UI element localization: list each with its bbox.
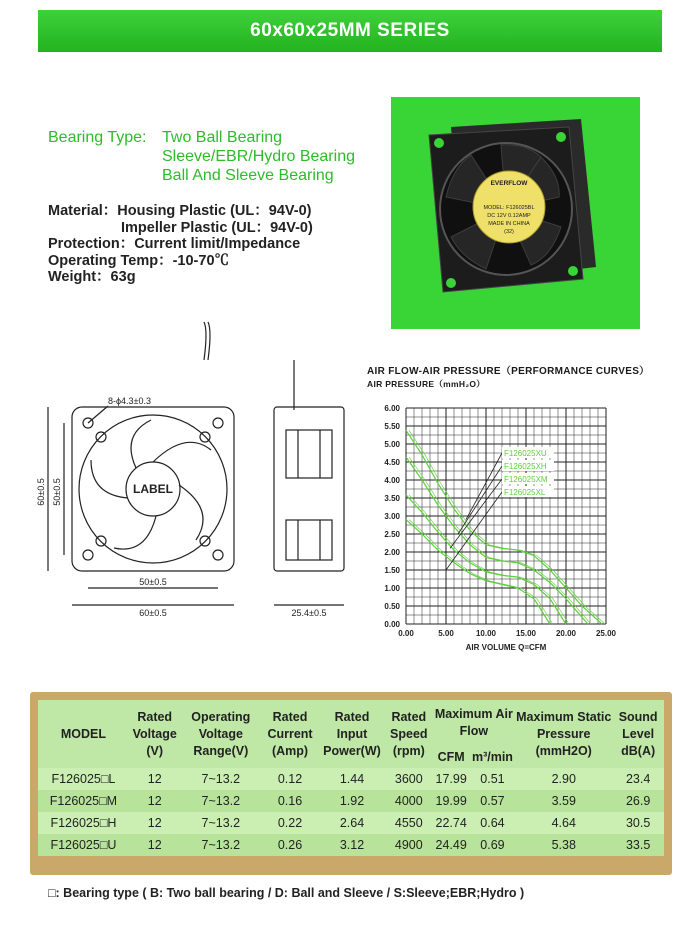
height-outer-dim: 60±0.5 (36, 478, 46, 506)
table-cell: 12 (129, 812, 181, 834)
legend-pointer (458, 466, 502, 534)
table-cell: 4000 (385, 790, 433, 812)
table-cell: 0.57 (470, 790, 515, 812)
x-tick-label: 10.00 (475, 629, 497, 638)
table-cell: 0.16 (261, 790, 319, 812)
y-tick-label: 5.00 (384, 440, 400, 449)
table-cell: 4.64 (515, 812, 612, 834)
bearing-types (48, 128, 355, 185)
table-row (38, 768, 664, 790)
table-cell: 23.4 (612, 768, 664, 790)
fan-label-rating: DC 12V 0.12AMP (487, 213, 531, 219)
series-line (409, 520, 553, 624)
fan-label-model: MODEL: F126025BL (483, 205, 535, 211)
property-material: Material：Housing Plastic (UL：94V-0) (48, 203, 312, 219)
x-axis-label: AIR VOLUME Q=CFM (465, 643, 547, 652)
chart-title: AIR FLOW-AIR PRESSURE（PERFORMANCE CURVES） (367, 366, 650, 377)
legend-entry: F126025XH (504, 462, 547, 471)
table-cell: 12 (129, 768, 181, 790)
width-inner-dim: 50±0.5 (139, 577, 167, 587)
bearing-type-1: Two Ball Bearing (162, 129, 283, 146)
table-cell: F126025□L (38, 768, 129, 790)
series-line (406, 430, 602, 624)
header-model: MODEL (60, 726, 107, 741)
table-cell: 0.22 (261, 812, 319, 834)
table-cell: 19.99 (433, 790, 470, 812)
legend-entry: F126025XU (504, 449, 547, 458)
bearing-note: □: Bearing type ( B: Two ball bearing / D: Ball and Sleeve / S:Sleeve;EBR;Hydro ) (48, 886, 525, 900)
table-cell: 12 (129, 790, 181, 812)
table-cell: F126025□U (38, 834, 129, 856)
header-power: Rated Input Power(W) (323, 709, 381, 758)
depth-dim: 25.4±0.5 (291, 608, 327, 618)
table-cell: 3.59 (515, 790, 612, 812)
property-weight: Weight：63g (48, 269, 136, 285)
property-protection: Protection：Current limit/Impedance (48, 236, 301, 252)
table-cell: 7~13.2 (181, 812, 262, 834)
property-impeller: Impeller Plastic (UL：94V-0) (121, 219, 313, 236)
series-line (409, 430, 605, 624)
dimension-drawing (36, 320, 376, 630)
header-cfm: CFM (437, 749, 465, 764)
table-cell: 0.51 (470, 768, 515, 790)
table-cell: 3600 (385, 768, 433, 790)
y-tick-label: 1.50 (384, 566, 400, 575)
y-tick-label: 6.00 (384, 404, 400, 413)
width-outer-dim: 60±0.5 (139, 608, 167, 618)
table-cell: 0.26 (261, 834, 319, 856)
y-tick-label: 4.50 (384, 458, 400, 467)
spec-table-frame (30, 692, 672, 875)
chart-plot (362, 360, 662, 660)
header-current: Rated Current (Amp) (267, 709, 313, 758)
hole-dimension: 8-ϕ4.3±0.3 (108, 396, 152, 406)
header-speed: Rated Speed (rpm) (390, 709, 428, 758)
fan-label-code: (32) (504, 229, 514, 235)
table-cell: 7~13.2 (181, 834, 262, 856)
table-cell: 1.44 (319, 768, 385, 790)
fan-label-origin: MADE IN CHINA (488, 221, 530, 227)
label-text: LABEL (133, 482, 173, 496)
table-cell: 5.38 (515, 834, 612, 856)
fan-label-brand: EVERFLOW (490, 180, 528, 187)
bearing-type-2: Sleeve/EBR/Hydro Bearing (162, 148, 355, 165)
table-cell: 0.69 (470, 834, 515, 856)
table-cell: 3.12 (319, 834, 385, 856)
x-tick-label: 20.00 (555, 629, 577, 638)
bearing-label: Bearing Type: (48, 129, 147, 146)
header-airflow: Maximum Air Flow (434, 707, 513, 738)
x-tick-label: 15.00 (515, 629, 537, 638)
header-range: Operating Voltage Range(V) (191, 709, 251, 758)
performance-chart (362, 360, 662, 660)
y-tick-label: 2.50 (384, 530, 400, 539)
legend-entry: F126025XM (504, 475, 548, 484)
table-cell: 12 (129, 834, 181, 856)
y-tick-label: 4.00 (384, 476, 400, 485)
bearing-type-3: Ball And Sleeve Bearing (162, 167, 334, 184)
header-pressure: Maximum Static Pressure (mmH2O) (516, 709, 612, 758)
y-tick-label: 0.00 (384, 620, 400, 629)
x-tick-label: 0.00 (398, 629, 414, 638)
table-cell: 33.5 (612, 834, 664, 856)
table-cell: 17.99 (433, 768, 470, 790)
series-title: 60x60x25MM SERIES (250, 20, 450, 41)
fan-photo (391, 97, 640, 329)
table-cell: 4900 (385, 834, 433, 856)
chart-ylabel: AIR PRESSURE（mmH₂O） (367, 379, 486, 389)
y-tick-label: 3.00 (384, 512, 400, 521)
table-cell: 0.64 (470, 812, 515, 834)
header-m3: m³/min (471, 749, 513, 764)
table-cell: 26.9 (612, 790, 664, 812)
series-banner (38, 10, 662, 52)
table-cell: 2.64 (319, 812, 385, 834)
y-tick-label: 3.50 (384, 494, 400, 503)
table-cell: 30.5 (612, 812, 664, 834)
table-cell: 4550 (385, 812, 433, 834)
y-tick-label: 1.00 (384, 584, 400, 593)
y-tick-label: 5.50 (384, 422, 400, 431)
y-tick-label: 0.50 (384, 602, 400, 611)
spec-table (38, 700, 664, 856)
x-tick-label: 5.00 (438, 629, 454, 638)
properties-list (48, 203, 313, 286)
table-cell: F126025□M (38, 790, 129, 812)
series-line (406, 457, 588, 624)
x-tick-label: 25.00 (595, 629, 617, 638)
table-cell: 2.90 (515, 768, 612, 790)
table-cell: 7~13.2 (181, 790, 262, 812)
table-cell: 0.12 (261, 768, 319, 790)
y-tick-label: 2.00 (384, 548, 400, 557)
series-line (409, 495, 569, 624)
property-temp: Operating Temp：-10-70℃ (48, 252, 230, 269)
height-inner-dim: 50±0.5 (52, 478, 62, 506)
table-cell: 7~13.2 (181, 768, 262, 790)
table-cell: 22.74 (433, 812, 470, 834)
table-row (38, 812, 664, 834)
table-row (38, 790, 664, 812)
table-cell: 1.92 (319, 790, 385, 812)
header-voltage: Rated Voltage (V) (132, 709, 177, 758)
header-sound: Sound Level dB(A) (618, 709, 658, 758)
table-cell: 24.49 (433, 834, 470, 856)
table-cell: F126025□H (38, 812, 129, 834)
legend-entry: F126025XL (504, 488, 546, 497)
table-row (38, 834, 664, 856)
